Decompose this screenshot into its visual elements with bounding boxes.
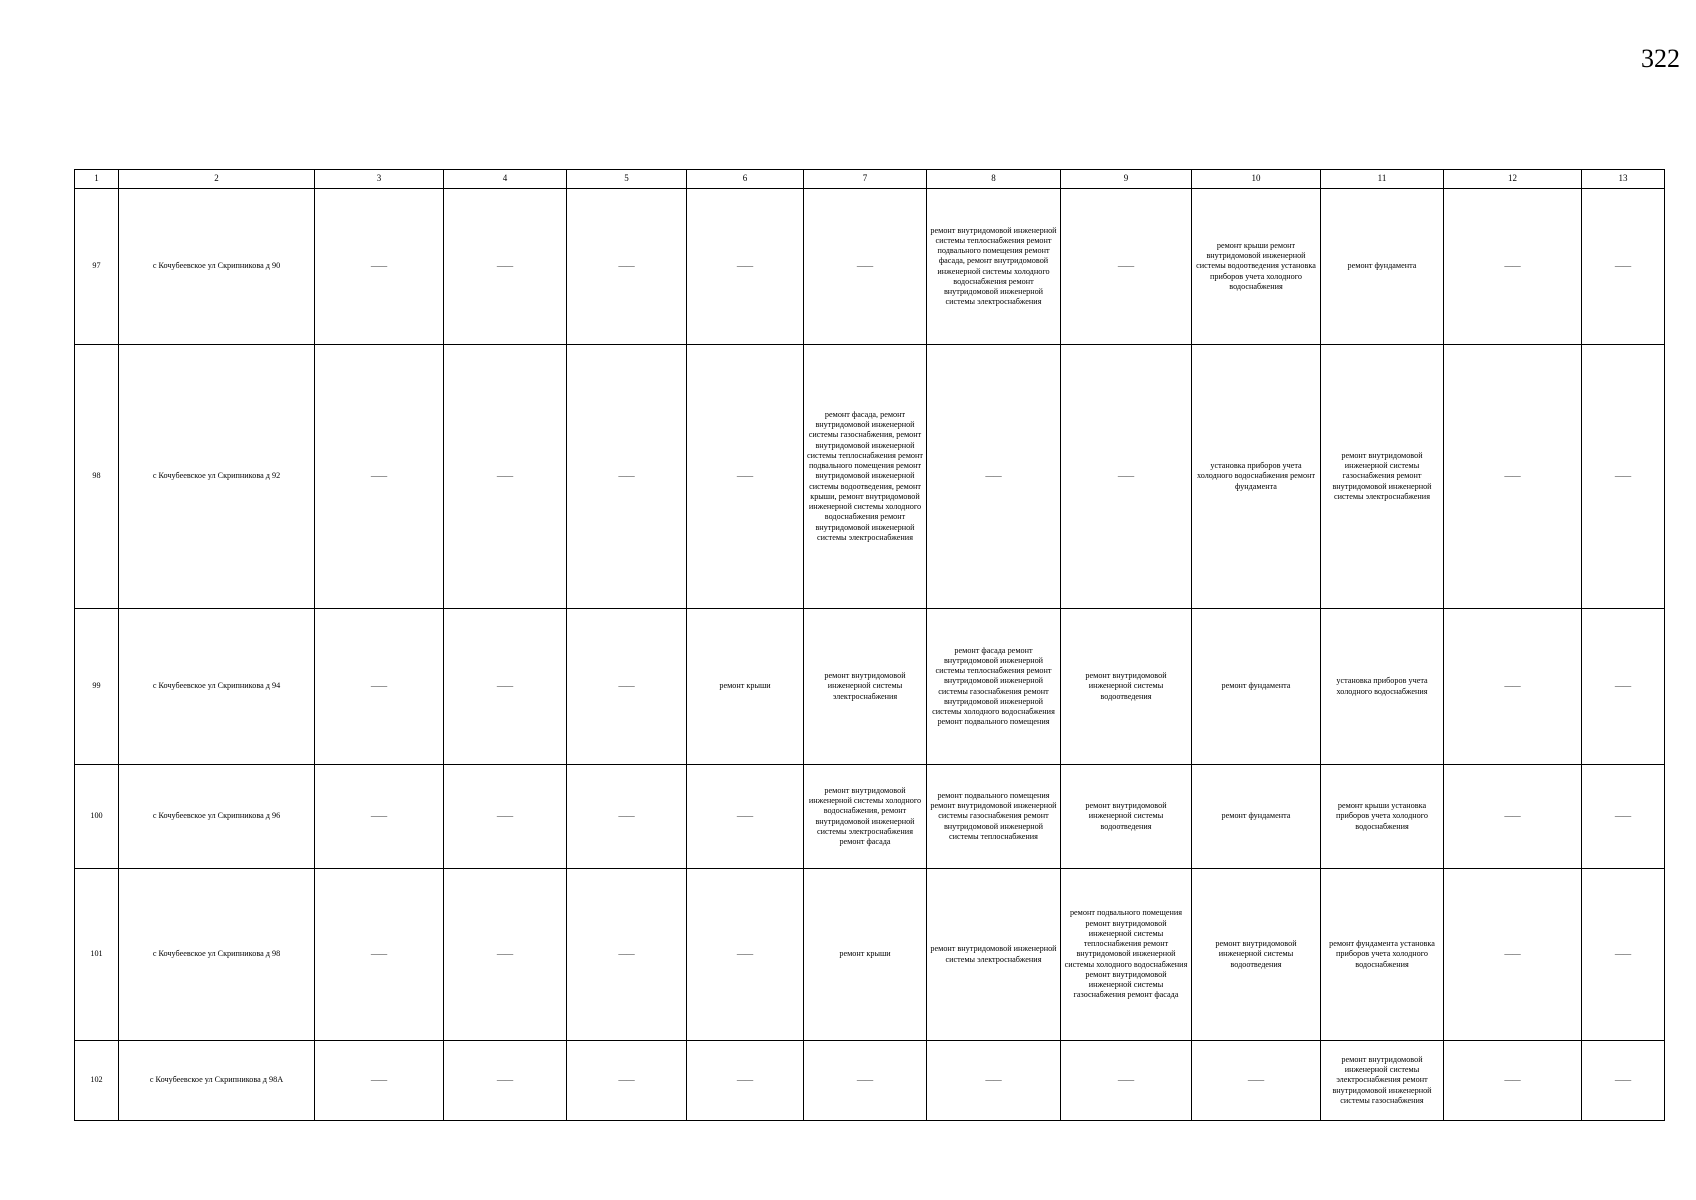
- empty-dash-cell: ——: [1444, 765, 1582, 869]
- empty-dash-cell: ——: [567, 1041, 687, 1121]
- empty-dash-cell: ——: [1061, 345, 1192, 609]
- column-header: 3: [315, 170, 444, 189]
- empty-dash-cell: ——: [315, 1041, 444, 1121]
- empty-dash-cell: ——: [1444, 1041, 1582, 1121]
- empty-dash-cell: ——: [1582, 345, 1665, 609]
- empty-dash-cell: ——: [567, 609, 687, 765]
- column-header: 7: [804, 170, 927, 189]
- empty-dash-cell: ——: [1444, 609, 1582, 765]
- address-cell: с Кочубеевское ул Скрипникова д 98А: [119, 1041, 315, 1121]
- row-number-cell: 100: [75, 765, 119, 869]
- empty-dash-cell: ——: [687, 1041, 804, 1121]
- empty-dash-cell: ——: [444, 1041, 567, 1121]
- address-cell: с Кочубеевское ул Скрипникова д 94: [119, 609, 315, 765]
- table-row: [75, 609, 1665, 765]
- page-number: 322: [1641, 44, 1680, 73]
- empty-dash-cell: ——: [687, 765, 804, 869]
- empty-dash-cell: ——: [315, 609, 444, 765]
- work-type-cell: ремонт внутридомовой инженерной системы водоотведения: [1192, 869, 1321, 1041]
- empty-dash-cell: ——: [315, 345, 444, 609]
- column-header: 5: [567, 170, 687, 189]
- work-type-cell: ремонт подвального помещения ремонт внутридомовой инженерной системы газоснабжения ремонт внутридомовой инженерной системы теплоснабжения: [927, 765, 1061, 869]
- column-header: 8: [927, 170, 1061, 189]
- empty-dash-cell: ——: [567, 765, 687, 869]
- repair-schedule-table: [74, 169, 1665, 1121]
- work-type-cell: ремонт фасада, ремонт внутридомовой инженерной системы газоснабжения, ремонт внутридомовой инженерной системы теплоснабжения ремонт подвального помещения ремонт внутридомовой инженерной системы водоотведения, ремонт крыши, ремонт внутридомовой инженерной системы холодного водоснабжения ремонт внутридомовой инженерной системы электроснабжения: [804, 345, 927, 609]
- column-header: 10: [1192, 170, 1321, 189]
- empty-dash-cell: ——: [804, 189, 927, 345]
- work-type-cell: ремонт внутридомовой инженерной системы электроснабжения ремонт внутридомовой инженерной системы газоснабжения: [1321, 1041, 1444, 1121]
- empty-dash-cell: ——: [1582, 189, 1665, 345]
- work-type-cell: ремонт подвального помещения ремонт внутридомовой инженерной системы теплоснабжения ремонт внутридомовой инженерной системы холодного водоснабжения ремонт внутридомовой инженерной системы газоснабжения ремонт фасада: [1061, 869, 1192, 1041]
- row-number-cell: 102: [75, 1041, 119, 1121]
- work-type-cell: ремонт фундамента: [1192, 765, 1321, 869]
- empty-dash-cell: ——: [315, 869, 444, 1041]
- empty-dash-cell: ——: [567, 345, 687, 609]
- empty-dash-cell: ——: [567, 869, 687, 1041]
- empty-dash-cell: ——: [927, 1041, 1061, 1121]
- empty-dash-cell: ——: [444, 765, 567, 869]
- empty-dash-cell: ——: [1582, 1041, 1665, 1121]
- column-header: 11: [1321, 170, 1444, 189]
- row-number-cell: 97: [75, 189, 119, 345]
- table-body: [75, 170, 1665, 1121]
- work-type-cell: ремонт внутридомовой инженерной системы электроснабжения: [927, 869, 1061, 1041]
- empty-dash-cell: ——: [1061, 189, 1192, 345]
- column-header: 4: [444, 170, 567, 189]
- table-row: [75, 1041, 1665, 1121]
- table-row: [75, 765, 1665, 869]
- work-type-cell: ремонт внутридомовой инженерной системы холодного водоснабжения, ремонт внутридомовой инженерной системы электроснабжения ремонт фасада: [804, 765, 927, 869]
- empty-dash-cell: ——: [687, 189, 804, 345]
- column-number-row: [75, 170, 1665, 189]
- empty-dash-cell: ——: [687, 869, 804, 1041]
- work-type-cell: ремонт внутридомовой инженерной системы газоснабжения ремонт внутридомовой инженерной системы электроснабжения: [1321, 345, 1444, 609]
- table-row: [75, 345, 1665, 609]
- work-type-cell: ремонт внутридомовой инженерной системы теплоснабжения ремонт подвального помещения ремонт фасада, ремонт внутридомовой инженерной системы холодного водоснабжения ремонт внутридомовой инженерной системы электроснабжения: [927, 189, 1061, 345]
- work-type-cell: ремонт фасада ремонт внутридомовой инженерной системы теплоснабжения ремонт внутридомовой инженерной системы газоснабжения ремонт внутридомовой инженерной системы холодного водоснабжения ремонт подвального помещения: [927, 609, 1061, 765]
- work-type-cell: ремонт фундамента: [1321, 189, 1444, 345]
- empty-dash-cell: ——: [1061, 1041, 1192, 1121]
- work-type-cell: ремонт крыши ремонт внутридомовой инженерной системы водоотведения установка приборов учета холодного водоснабжения: [1192, 189, 1321, 345]
- work-type-cell: ремонт крыши: [687, 609, 804, 765]
- empty-dash-cell: ——: [315, 765, 444, 869]
- empty-dash-cell: ——: [315, 189, 444, 345]
- empty-dash-cell: ——: [1444, 345, 1582, 609]
- empty-dash-cell: ——: [1192, 1041, 1321, 1121]
- row-number-cell: 99: [75, 609, 119, 765]
- empty-dash-cell: ——: [1582, 869, 1665, 1041]
- empty-dash-cell: ——: [444, 609, 567, 765]
- row-number-cell: 101: [75, 869, 119, 1041]
- work-type-cell: ремонт внутридомовой инженерной системы электроснабжения: [804, 609, 927, 765]
- empty-dash-cell: ——: [687, 345, 804, 609]
- empty-dash-cell: ——: [1444, 869, 1582, 1041]
- empty-dash-cell: ——: [927, 345, 1061, 609]
- column-header: 6: [687, 170, 804, 189]
- column-header: 9: [1061, 170, 1192, 189]
- work-type-cell: ремонт внутридомовой инженерной системы водоотведения: [1061, 609, 1192, 765]
- work-type-cell: ремонт фундамента: [1192, 609, 1321, 765]
- table-row: [75, 189, 1665, 345]
- address-cell: с Кочубеевское ул Скрипникова д 96: [119, 765, 315, 869]
- empty-dash-cell: ——: [444, 189, 567, 345]
- address-cell: с Кочубеевское ул Скрипникова д 90: [119, 189, 315, 345]
- work-type-cell: ремонт внутридомовой инженерной системы водоотведения: [1061, 765, 1192, 869]
- column-header: 12: [1444, 170, 1582, 189]
- work-type-cell: установка приборов учета холодного водоснабжения: [1321, 609, 1444, 765]
- empty-dash-cell: ——: [1582, 765, 1665, 869]
- work-type-cell: установка приборов учета холодного водоснабжения ремонт фундамента: [1192, 345, 1321, 609]
- table-row: [75, 869, 1665, 1041]
- work-type-cell: ремонт крыши: [804, 869, 927, 1041]
- row-number-cell: 98: [75, 345, 119, 609]
- empty-dash-cell: ——: [1582, 609, 1665, 765]
- column-header: 13: [1582, 170, 1665, 189]
- work-type-cell: ремонт крыши установка приборов учета холодного водоснабжения: [1321, 765, 1444, 869]
- address-cell: с Кочубеевское ул Скрипникова д 98: [119, 869, 315, 1041]
- work-type-cell: ремонт фундамента установка приборов учета холодного водоснабжения: [1321, 869, 1444, 1041]
- column-header: 2: [119, 170, 315, 189]
- empty-dash-cell: ——: [444, 345, 567, 609]
- empty-dash-cell: ——: [444, 869, 567, 1041]
- address-cell: с Кочубеевское ул Скрипникова д 92: [119, 345, 315, 609]
- empty-dash-cell: ——: [1444, 189, 1582, 345]
- empty-dash-cell: ——: [567, 189, 687, 345]
- empty-dash-cell: ——: [804, 1041, 927, 1121]
- column-header: 1: [75, 170, 119, 189]
